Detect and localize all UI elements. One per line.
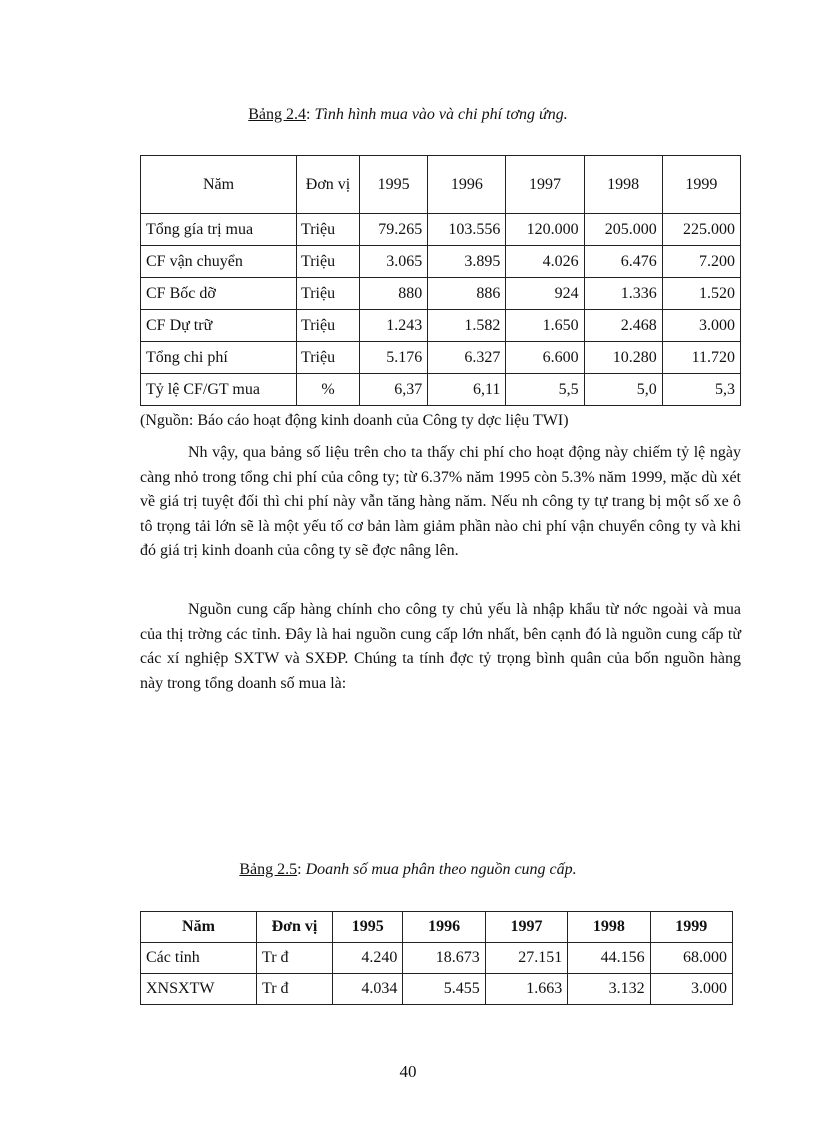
cell-value: 4.026 bbox=[506, 246, 584, 278]
row-unit: Triệu bbox=[297, 342, 360, 374]
row-unit: Triệu bbox=[297, 310, 360, 342]
row-label: Các tỉnh bbox=[141, 943, 257, 974]
row-label: Tổng chi phí bbox=[141, 342, 297, 374]
table2-caption bbox=[0, 861, 816, 879]
table2-caption-label: Bảng 2.5 bbox=[239, 861, 298, 878]
body-paragraph-2: Nguồn cung cấp hàng chính cho công ty chủ yếu là nhập khẩu từ nớc ngoài và mua của thị trờng các tỉnh. Đây là hai nguồn cung cấp lớn nhất, bên cạnh đó là nguồn cung cấp từ các xí nghiệp SXTW và SXĐP. Chúng ta tính đợc tỷ trọng bình quân của bốn nguồn hàng này trong tổng doanh số mua là: bbox=[140, 601, 741, 692]
cell-value: 4.034 bbox=[333, 974, 403, 1005]
row-label: XNSXTW bbox=[141, 974, 257, 1005]
cell-value: 120.000 bbox=[506, 214, 584, 246]
cell-value: 18.673 bbox=[403, 943, 485, 974]
cell-value: 6.476 bbox=[584, 246, 662, 278]
table1-caption bbox=[0, 106, 816, 124]
row-unit: Triệu bbox=[297, 278, 360, 310]
row-unit: Triệu bbox=[297, 214, 360, 246]
cell-value: 5.455 bbox=[403, 974, 485, 1005]
row-label: Tỷ lệ CF/GT mua bbox=[141, 374, 297, 406]
table-row bbox=[141, 974, 733, 1005]
header-1995: 1995 bbox=[333, 912, 403, 943]
cell-value: 6,11 bbox=[428, 374, 506, 406]
row-unit: % bbox=[297, 374, 360, 406]
cell-value: 5,0 bbox=[584, 374, 662, 406]
cell-value: 1.336 bbox=[584, 278, 662, 310]
header-unit: Đơn vị bbox=[297, 156, 360, 214]
header-year: Năm bbox=[141, 156, 297, 214]
cell-value: 7.200 bbox=[662, 246, 740, 278]
table1-caption-label: Bảng 2.4 bbox=[248, 106, 307, 123]
table-header-row bbox=[141, 912, 733, 943]
cell-value: 5.176 bbox=[360, 342, 428, 374]
cell-value: 1.582 bbox=[428, 310, 506, 342]
cell-value: 3.132 bbox=[568, 974, 650, 1005]
table1-caption-sep: : bbox=[306, 106, 315, 123]
table-row bbox=[141, 310, 741, 342]
cell-value: 1.520 bbox=[662, 278, 740, 310]
cell-value: 79.265 bbox=[360, 214, 428, 246]
table1-caption-text: Tình hình mua vào và chi phí tơng ứng. bbox=[314, 106, 568, 123]
cell-value: 103.556 bbox=[428, 214, 506, 246]
cell-value: 44.156 bbox=[568, 943, 650, 974]
header-1999: 1999 bbox=[662, 156, 740, 214]
cell-value: 68.000 bbox=[650, 943, 732, 974]
cell-value: 3.000 bbox=[650, 974, 732, 1005]
cell-value: 5,5 bbox=[506, 374, 584, 406]
purchase-costs-table bbox=[140, 155, 741, 406]
row-label: CF vận chuyển bbox=[141, 246, 297, 278]
cell-value: 5,3 bbox=[662, 374, 740, 406]
header-1996: 1996 bbox=[403, 912, 485, 943]
cell-value: 1.243 bbox=[360, 310, 428, 342]
table-row bbox=[141, 943, 733, 974]
cell-value: 10.280 bbox=[584, 342, 662, 374]
cell-value: 27.151 bbox=[485, 943, 567, 974]
body-paragraph-1: Nh vậy, qua bảng số liệu trên cho ta thấy chi phí cho hoạt động này chiếm tỷ lệ ngày càng nhỏ trong tổng chi phí của công ty; từ 6.37% năm 1995 còn 5.3% năm 1999, mặc dù xét về giá trị tuyệt đối thì chi phí này vẫn tăng hàng năm. Nếu nh công ty tự trang bị một số xe ô tô trọng tải lớn sẽ là một yếu tố cơ bản làm giảm phần nào chi phí vận chuyển công ty và khi đó giá trị kinh doanh của công ty sẽ đợc nâng lên. bbox=[140, 444, 741, 559]
cell-value: 205.000 bbox=[584, 214, 662, 246]
header-unit: Đơn vị bbox=[257, 912, 333, 943]
cell-value: 225.000 bbox=[662, 214, 740, 246]
row-label: CF Dự trữ bbox=[141, 310, 297, 342]
cell-value: 4.240 bbox=[333, 943, 403, 974]
table-row bbox=[141, 342, 741, 374]
cell-value: 2.468 bbox=[584, 310, 662, 342]
table-row bbox=[141, 214, 741, 246]
header-year: Năm bbox=[141, 912, 257, 943]
row-unit: Triệu bbox=[297, 246, 360, 278]
source-note: (Nguồn: Báo cáo hoạt động kinh doanh của Công ty dợc liệu TWI) bbox=[140, 412, 569, 429]
table-row bbox=[141, 246, 741, 278]
cell-value: 11.720 bbox=[662, 342, 740, 374]
purchase-by-source-table bbox=[140, 911, 733, 1005]
cell-value: 3.065 bbox=[360, 246, 428, 278]
cell-value: 3.895 bbox=[428, 246, 506, 278]
cell-value: 1.663 bbox=[485, 974, 567, 1005]
cell-value: 6.600 bbox=[506, 342, 584, 374]
table-row bbox=[141, 278, 741, 310]
header-1995: 1995 bbox=[360, 156, 428, 214]
table2-caption-text: Doanh số mua phân theo nguồn cung cấp. bbox=[305, 861, 577, 878]
cell-value: 924 bbox=[506, 278, 584, 310]
row-label: CF Bốc dỡ bbox=[141, 278, 297, 310]
header-1997: 1997 bbox=[485, 912, 567, 943]
table-row bbox=[141, 374, 741, 406]
header-1997: 1997 bbox=[506, 156, 584, 214]
cell-value: 886 bbox=[428, 278, 506, 310]
header-1998: 1998 bbox=[584, 156, 662, 214]
cell-value: 6,37 bbox=[360, 374, 428, 406]
row-unit: Tr đ bbox=[257, 974, 333, 1005]
cell-value: 3.000 bbox=[662, 310, 740, 342]
row-unit: Tr đ bbox=[257, 943, 333, 974]
table-header-row bbox=[141, 156, 741, 214]
row-label: Tổng gía trị mua bbox=[141, 214, 297, 246]
cell-value: 6.327 bbox=[428, 342, 506, 374]
cell-value: 880 bbox=[360, 278, 428, 310]
cell-value: 1.650 bbox=[506, 310, 584, 342]
table2-caption-sep: : bbox=[297, 861, 306, 878]
header-1998: 1998 bbox=[568, 912, 650, 943]
header-1999: 1999 bbox=[650, 912, 732, 943]
page-number: 40 bbox=[399, 1062, 417, 1081]
header-1996: 1996 bbox=[428, 156, 506, 214]
